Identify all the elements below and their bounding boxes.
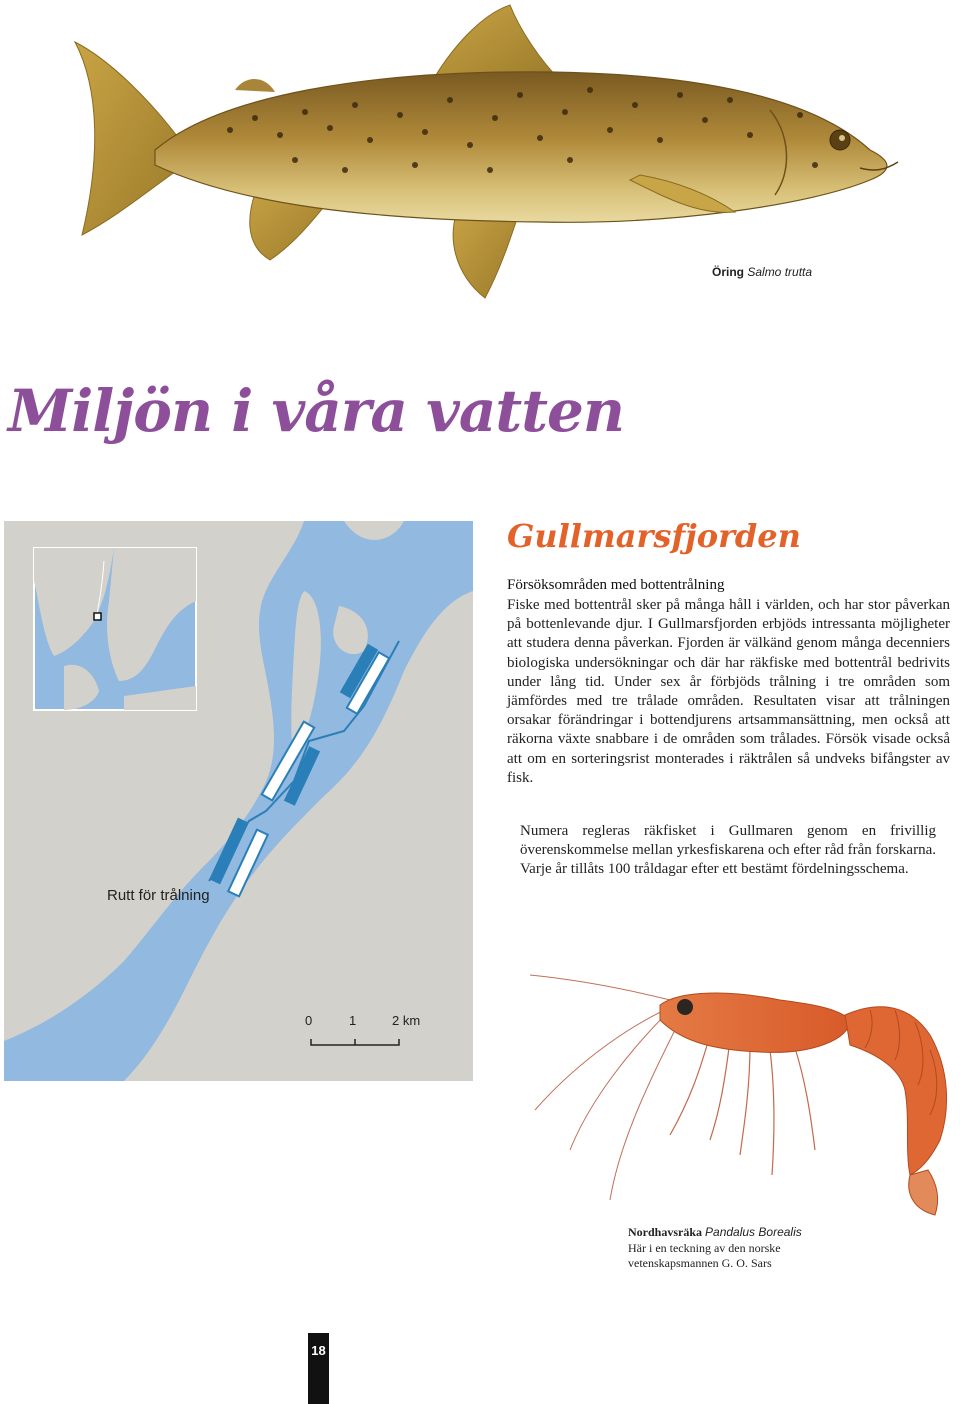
trout-caption: [712, 265, 812, 279]
shrimp-caption-text: Här i en teckning av den norske vetenskapsmannen G. O. Sars: [628, 1240, 781, 1270]
fjord-map: [4, 521, 473, 1081]
body-paragraph-2: Numera regleras räkfisket i Gullmaren genom en frivillig överenskommelse mellan yrkesfiskarena och efter råd från forskarna. Varje år tillåts 100 tråldagar efter ett bestämt fördelningsschema.: [520, 823, 936, 878]
body-paragraph-1: Fiske med bottentrål sker på många håll i världen, och har stor påverkan på bottenlevande djur. I Gullmarsfjorden erbjöds intressanta möjligheter att studera denna påverkan. Fjorden är välkänd genom många decenniers biologiska undersökningar och där har räkfiske med bottentrål bedrivits under lång tid. Under sex år förbjöds trålning i tre områden som jämfördes med tre trålade områden. Resultaten visar att trålningen orsakar förändringar i bottendjurens artsammansättning, men också att räkorna växte snabbare i de områden som trålades. Försök visade också att om en sorteringsrist monterades i räktrålen så undveks bifångster av fisk.: [507, 597, 950, 786]
page-title: Miljön i våra vatten: [8, 377, 625, 445]
shrimp-caption-name: Nordhavsräka: [628, 1225, 703, 1239]
page-number-tab: [308, 1333, 329, 1404]
section-title: Gullmarsfjorden: [507, 517, 801, 555]
scale-label-2: 2 km: [392, 1013, 421, 1028]
scale-label-0: 0: [305, 1013, 313, 1028]
overview-inset-map: [34, 548, 196, 710]
scale-label-1: 1: [349, 1013, 357, 1028]
section-subhead: Försöksområden med bottentrålning: [507, 577, 725, 593]
shrimp-illustration: [510, 960, 960, 1220]
trout-caption-name: Öring: [712, 265, 744, 279]
trout-caption-latin: Salmo trutta: [747, 265, 813, 279]
trawl-route-label: Rutt för trålning: [107, 887, 210, 904]
shrimp-caption: [628, 1225, 828, 1272]
trout-illustration: [70, 0, 905, 300]
shrimp-caption-latin: Pandalus Borealis: [705, 1225, 802, 1239]
page-number: 18: [311, 1343, 326, 1358]
